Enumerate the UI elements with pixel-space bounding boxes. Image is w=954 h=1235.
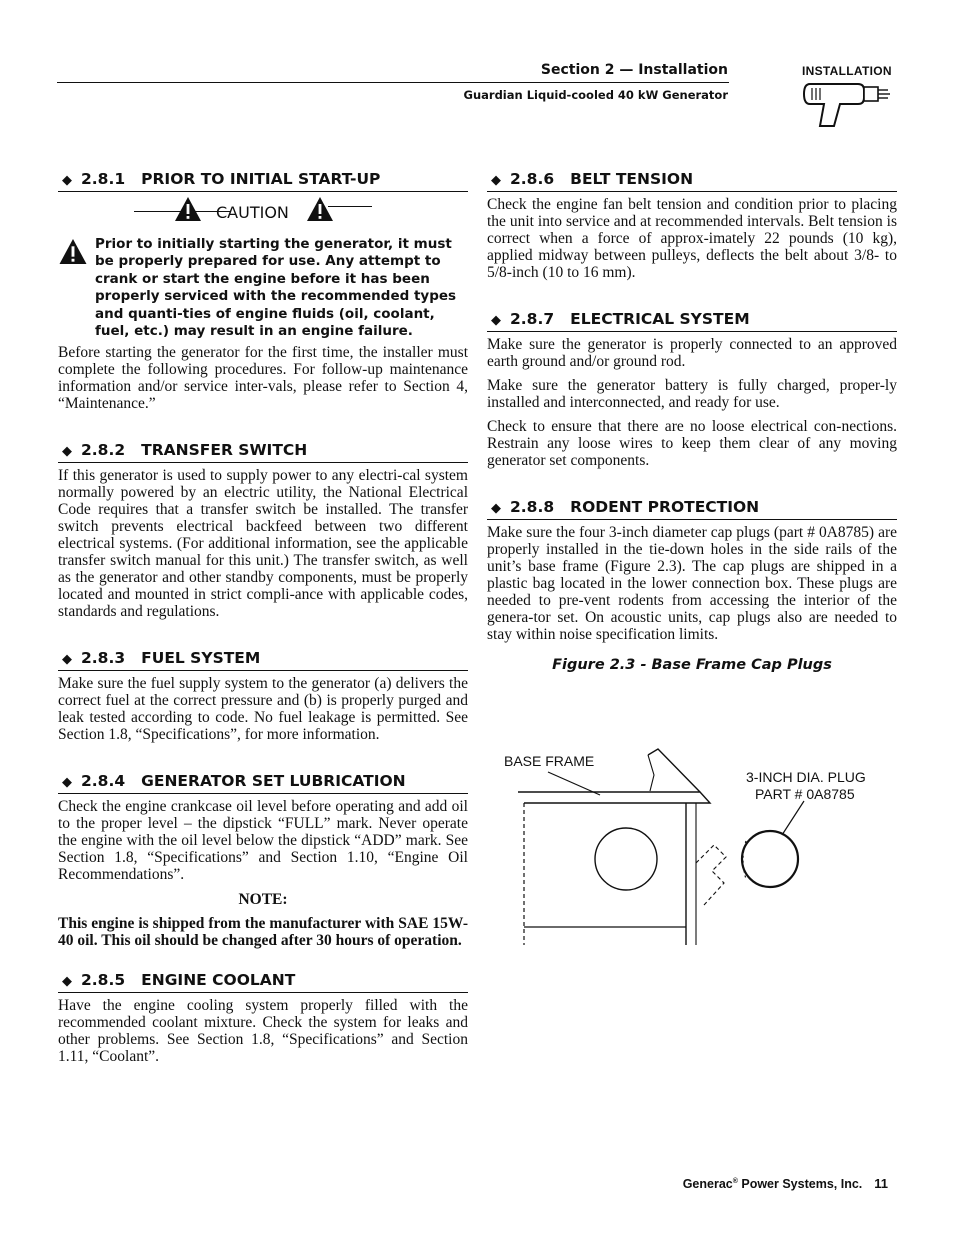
section-heading-2-8-5 bbox=[58, 971, 468, 993]
drill-icon bbox=[800, 78, 892, 130]
section-title: FUEL SYSTEM bbox=[141, 649, 261, 668]
section-title: GENERATOR SET LUBRICATION bbox=[141, 772, 406, 791]
section-number: 2.8.7 bbox=[510, 310, 555, 328]
paragraph-2-8-2: If this generator is used to supply power to any electri-cal system normally powered by an electric utility, the National Electrical Code requires that a transfer switch be installed. The transfer switch prevents electrical backfeed between two different electrical systems. (For additional information, see the applicable transfer switch manual for this unit.) The transfer switch, as well as the generator and other standby components, must be properly located and mounted in strict compli-ance with applicable codes, standards and regulations. bbox=[58, 467, 468, 621]
paragraph-2-8-3: Make sure the fuel supply system to the generator (a) delivers the correct fuel at the correct pressure and (b) is properly purged and leak tested according to code. No fuel leakage is permitted. See Section 1.8, “Specifications”, for more information. bbox=[58, 675, 468, 744]
caution-banner bbox=[58, 192, 468, 232]
section-heading-2-8-3 bbox=[58, 649, 468, 671]
warning-triangle-icon bbox=[174, 196, 202, 222]
header-section-title: Section 2 — Installation bbox=[540, 62, 728, 78]
left-column bbox=[58, 170, 468, 1072]
section-title: BELT TENSION bbox=[570, 170, 694, 188]
section-heading-2-8-6 bbox=[487, 170, 897, 192]
diamond-bullet-icon: ◆ bbox=[62, 173, 72, 188]
section-number: 2.8.8 bbox=[510, 498, 555, 516]
section-heading-2-8-7 bbox=[487, 310, 897, 332]
footer-company-rest: Power Systems, Inc. bbox=[737, 1177, 863, 1191]
section-title: RODENT PROTECTION bbox=[570, 498, 760, 516]
section-number: 2.8.3 bbox=[81, 649, 126, 668]
paragraph-2-8-1: Before starting the generator for the first time, the installer must complete the following procedures. For follow-up maintenance information and/or service inter-vals, please refer to Section 4, “Maintenance.” bbox=[58, 344, 468, 413]
figure-base-frame-cap-plugs bbox=[500, 745, 900, 945]
section-title: PRIOR TO INITIAL START-UP bbox=[141, 170, 381, 188]
diamond-bullet-icon: ◆ bbox=[62, 775, 72, 791]
header-subtitle: Guardian Liquid-cooled 40 kW Generator bbox=[463, 88, 728, 102]
section-number: 2.8.1 bbox=[81, 170, 126, 188]
section-number: 2.8.6 bbox=[510, 170, 555, 188]
section-heading-2-8-4 bbox=[58, 772, 468, 794]
section-number: 2.8.4 bbox=[81, 772, 126, 791]
paragraph-2-8-7-c: Check to ensure that there are no loose electrical con-nections. Restrain any loose wires to keep them clear of any moving generator set components. bbox=[487, 418, 897, 469]
section-title: ENGINE COOLANT bbox=[141, 971, 296, 990]
right-column bbox=[487, 170, 897, 673]
section-heading-2-8-2 bbox=[58, 441, 468, 463]
section-number: 2.8.2 bbox=[81, 441, 126, 460]
paragraph-2-8-6: Check the engine fan belt tension and condition prior to placing the unit into service and at recommended intervals. Belt tension is correct when a force of approx-imately 22 pounds (10 kg), applied midway between pulleys, deflects the belt about 3/8- to 5/8-inch (10 to 16 mm). bbox=[487, 196, 897, 281]
label-plug-line-2: PART # 0A8785 bbox=[755, 786, 855, 802]
caution-rule-right bbox=[328, 206, 372, 207]
warning-triangle-icon bbox=[58, 238, 88, 265]
paragraph-2-8-7-b: Make sure the generator battery is fully charged, proper-ly installed and interconnected, and ready for use. bbox=[487, 377, 897, 411]
page-number: 11 bbox=[874, 1176, 888, 1191]
registered-mark: ® bbox=[732, 1177, 738, 1185]
diamond-bullet-icon: ◆ bbox=[62, 974, 72, 990]
diamond-bullet-icon: ◆ bbox=[491, 313, 501, 328]
caution-label: CAUTION bbox=[216, 203, 289, 222]
page-footer bbox=[560, 1176, 888, 1191]
note-text: This engine is shipped from the manufacturer with SAE 15W-40 oil. This oil should be changed after 30 hours of operation. bbox=[58, 915, 468, 950]
label-plug-line-1: 3-INCH DIA. PLUG bbox=[746, 769, 866, 785]
base-frame-drawing bbox=[500, 745, 900, 945]
paragraph-2-8-7-a: Make sure the generator is properly connected to an approved earth ground and/or ground rod. bbox=[487, 336, 897, 370]
diamond-bullet-icon: ◆ bbox=[62, 652, 72, 668]
label-base-frame: BASE FRAME bbox=[504, 753, 595, 769]
caution-warning-text: Prior to initially starting the generator, it must be properly prepared for use. Any attempt to crank or start the engine before it has been properly serviced with the recommended types and quanti-ties of engine fluids (oil, coolant, fuel, etc.) may result in an engine failure. bbox=[95, 236, 457, 340]
section-heading-2-8-8 bbox=[487, 498, 897, 520]
section-number: 2.8.5 bbox=[81, 971, 126, 990]
paragraph-2-8-5: Have the engine cooling system properly filled with the recommended coolant mixture. Check the system for leaks and other problems. See Section 1.8, “Specifications” and Section 1.11, “Coolant”. bbox=[58, 997, 468, 1066]
figure-caption: Figure 2.3 - Base Frame Cap Plugs bbox=[552, 657, 832, 673]
section-title: ELECTRICAL SYSTEM bbox=[570, 310, 750, 328]
paragraph-2-8-4: Check the engine crankcase oil level before operating and add oil to the proper level – the dipstick “FULL” mark. Never operate the engine with the oil level below the dipstick “ADD” mark. See Section 1.8, “Specifications” and Section 1.10, “Engine Oil Recommendations”. bbox=[58, 798, 468, 884]
section-title: TRANSFER SWITCH bbox=[141, 441, 308, 460]
note-title: NOTE: bbox=[238, 891, 288, 909]
section-heading-2-8-1 bbox=[58, 170, 468, 192]
warning-triangle-icon bbox=[306, 196, 334, 222]
header-rule bbox=[57, 82, 729, 83]
caution-warning-block bbox=[58, 236, 468, 340]
diamond-bullet-icon: ◆ bbox=[491, 501, 501, 516]
diamond-bullet-icon: ◆ bbox=[62, 444, 72, 460]
footer-company: Generac bbox=[682, 1177, 733, 1191]
installation-badge-label: INSTALLATION bbox=[802, 64, 892, 78]
diamond-bullet-icon: ◆ bbox=[491, 173, 501, 188]
paragraph-2-8-8: Make sure the four 3-inch diameter cap plugs (part # 0A8785) are properly installed in the tie-down holes in the side rails of the unit’s base frame (Figure 2.3). The cap plugs are shipped in a plastic bag located in the lower connection box. These plugs are needed to pre-vent rodents from accessing the interior of the genera-tor set. On acoustic units, cap plugs also are needed to stay within noise specification limits. bbox=[487, 524, 897, 643]
